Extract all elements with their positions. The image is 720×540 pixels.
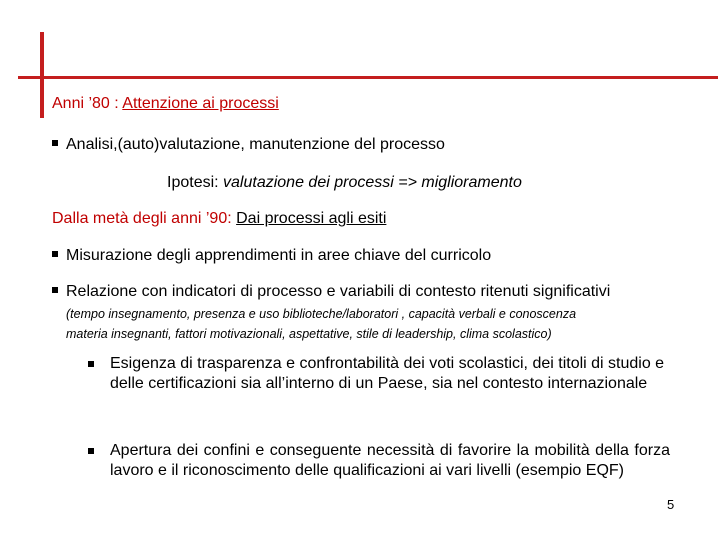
square-bullet-icon [52, 140, 58, 146]
sub-bullet-apertura [88, 441, 670, 481]
bullet-relazione [52, 283, 610, 301]
bullet-relazione-note-line1: (tempo insegnamento, presenza e uso biblioteche/laboratori , capacità verbali e conoscenza [66, 307, 577, 321]
heading-anni-80-prefix: Anni ’80 : [52, 95, 123, 112]
hypothesis-text: valutazione dei processi => miglioramento [223, 174, 522, 191]
accent-horizontal-line [18, 76, 718, 79]
heading-anni-90-underlined: Dai processi agli esiti [236, 210, 387, 227]
square-bullet-icon [88, 361, 94, 367]
square-bullet-icon [52, 251, 58, 257]
sub-bullet-apertura-text: Apertura dei confini e conseguente necessità di favorire la mobilità della forza lavoro e il riconoscimento delle qualificazioni ai vari livelli (esempio EQF) [110, 442, 670, 479]
hypothesis-line [167, 174, 522, 192]
square-bullet-icon [88, 448, 94, 454]
heading-anni-90 [52, 210, 386, 228]
hypothesis-label: Ipotesi: [167, 174, 224, 191]
bullet-analisi-text: Analisi,(auto)valutazione, manutenzione del processo [66, 136, 445, 153]
bullet-analisi [52, 136, 445, 154]
accent-vertical-line [40, 32, 44, 118]
bullet-relazione-text: Relazione con indicatori di processo e variabili di contesto ritenuti significativi [66, 283, 611, 300]
page-number: 5 [667, 497, 675, 512]
bullet-misurazione [52, 247, 491, 265]
heading-anni-80 [52, 95, 279, 113]
sub-bullet-trasparenza-text: Esigenza di trasparenza e confrontabilità dei voti scolastici, dei titoli di studio e delle certificazioni sia all’interno di un Paese, sia nel contesto internazionale [110, 355, 665, 392]
heading-anni-80-underlined: Attenzione ai processi [122, 95, 279, 112]
bullet-misurazione-text: Misurazione degli apprendimenti in aree chiave del curricolo [66, 247, 492, 264]
heading-anni-90-prefix: Dalla metà degli anni ’90: [52, 210, 237, 227]
sub-bullet-trasparenza [88, 354, 670, 394]
bullet-relazione-note-line2: materia insegnanti, fattori motivazionali, aspettative, stile di leadership, clima scolastico) [66, 327, 552, 341]
square-bullet-icon [52, 287, 58, 293]
